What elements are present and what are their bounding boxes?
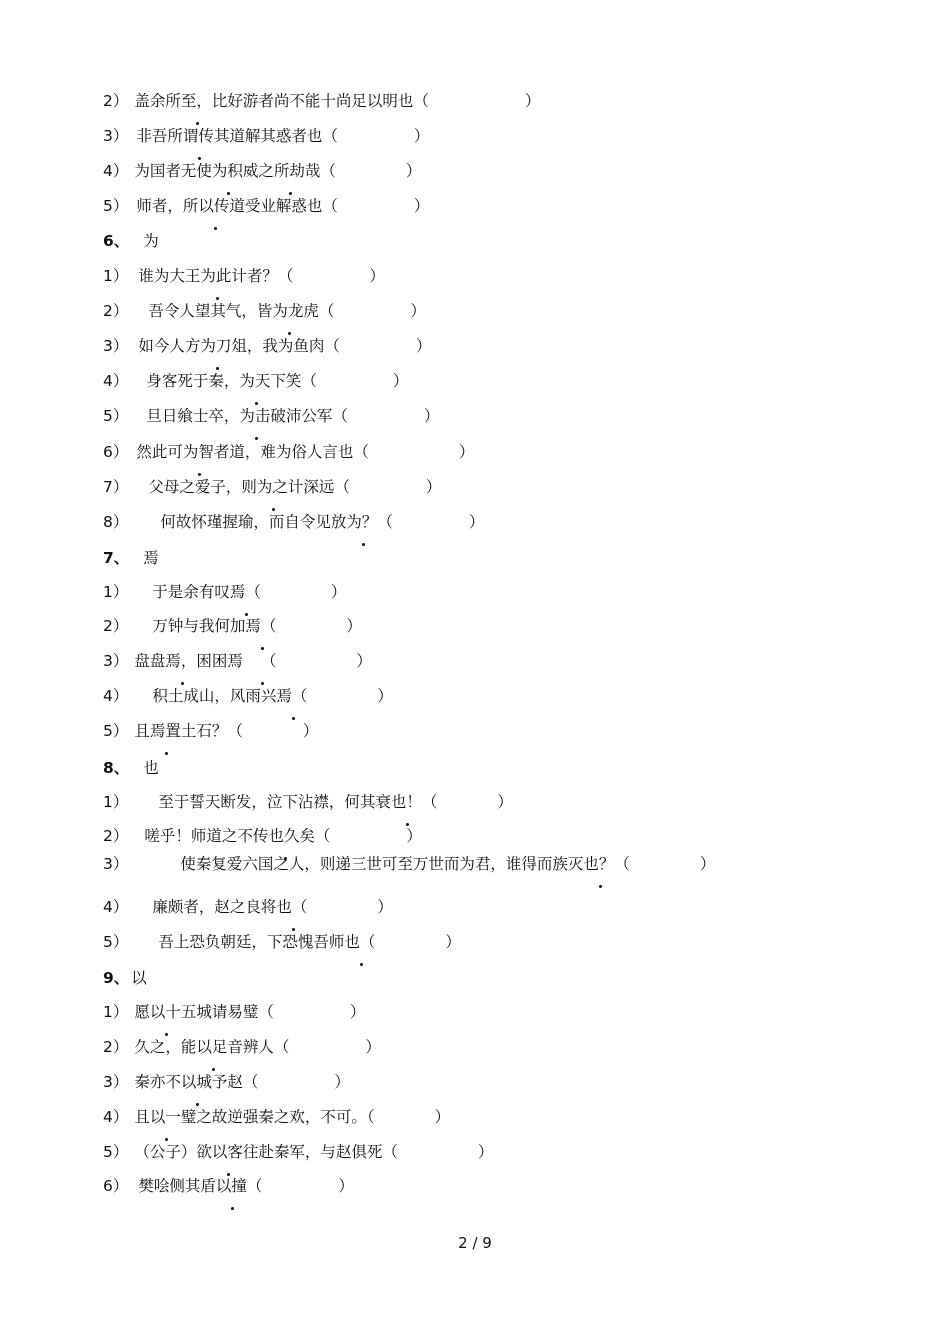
line-text-segment: ？（ <box>598 855 630 873</box>
line-text-segment: 身客死于秦，为 <box>146 372 255 390</box>
line-text-segment: 万钟与我何加焉 <box>152 617 261 635</box>
item-number: 1） <box>103 583 129 601</box>
exercise-line <box>103 790 513 814</box>
line-text-segment: （ <box>260 617 277 635</box>
line-text-segment: ） <box>415 337 432 355</box>
line-text-segment: 使秦复爱六国之人，则递三世可至万世而为君，谁得而族灭也 <box>180 855 599 873</box>
line-text-segment: 城予赵（ <box>196 1073 259 1091</box>
item-number: 2） <box>103 1038 129 1056</box>
exercise-line <box>103 1070 350 1094</box>
line-text-segment: 击破沛公军（ <box>254 407 348 425</box>
page-number: 2 / 9 <box>458 1234 492 1252</box>
line-text-segment: 如今人方为 <box>138 337 216 355</box>
line-text-segment: （公子）欲以 <box>134 1143 228 1161</box>
item-number: 5） <box>103 197 129 215</box>
line-text-segment: 廉颇者，赵之良将也 <box>152 898 292 916</box>
section-heading <box>103 756 159 780</box>
line-text-segment: 客往赴秦军，与赵俱死（ <box>227 1143 398 1161</box>
line-text-segment: ） <box>377 898 393 916</box>
line-text-segment: 至于誓天断发，泣下沾襟，何其衰也 <box>158 793 407 811</box>
exercise-line <box>103 614 362 638</box>
line-text-segment: ） <box>497 793 513 811</box>
exercise-line <box>103 580 346 604</box>
exercise-line <box>103 264 385 288</box>
line-text-segment: 久之，能以 <box>134 1038 212 1056</box>
line-text-segment: ） <box>413 127 430 145</box>
exercise-line <box>103 89 540 113</box>
line-text-segment: 置土石？（ <box>165 722 243 740</box>
line-text-segment: 吾上恐负朝廷，下恐愧吾师也 <box>158 933 360 951</box>
line-text-segment: 旦日飨士卒，为 <box>146 407 255 425</box>
line-text-segment: ） <box>477 1143 494 1161</box>
line-text-segment: ） <box>425 478 442 496</box>
exercise-line <box>103 1174 354 1198</box>
line-text-segment: （ <box>291 898 308 916</box>
item-number: 3） <box>103 652 129 670</box>
item-number: 1） <box>103 793 129 811</box>
item-number: 5） <box>103 1143 129 1161</box>
line-text-segment: 以 <box>131 969 147 987</box>
item-number: 1） <box>103 1003 129 1021</box>
line-text-segment: 非吾所谓 <box>136 127 199 145</box>
exercise-line <box>103 895 393 919</box>
item-number: 2） <box>103 617 129 635</box>
line-text-segment: ！（ <box>406 793 438 811</box>
item-number: 5） <box>103 722 129 740</box>
exercise-line <box>103 440 474 464</box>
exercise-line <box>103 852 715 876</box>
exercise-line <box>103 649 372 673</box>
line-text-segment: 父母之爱子，则为 <box>148 478 273 496</box>
line-text-segment: 久矣（ <box>283 827 331 845</box>
line-text-segment: 劫哉（ <box>289 162 336 180</box>
line-text-segment: 于是余有叹焉 <box>152 583 246 601</box>
line-text-segment: ） <box>365 1038 381 1056</box>
line-text-segment: 且焉 <box>134 722 166 740</box>
exercise-line <box>103 334 431 358</box>
line-text-segment: 也 <box>143 759 159 777</box>
line-text-segment: ） <box>423 407 440 425</box>
item-number: 2） <box>103 92 129 110</box>
line-text-segment: 十五城请易璧（ <box>165 1003 274 1021</box>
line-text-segment: 谁为大王为 <box>138 267 216 285</box>
line-text-segment: ） <box>524 92 541 110</box>
line-text-segment: 积威之所 <box>227 162 290 180</box>
exercise-line <box>103 930 461 954</box>
line-text-segment: ） <box>334 1073 350 1091</box>
line-text-segment: 吾令人望其气，皆为 <box>148 302 288 320</box>
line-text-segment: ） <box>356 652 372 670</box>
exercise-line <box>103 1105 450 1129</box>
line-text-segment: ，比好游者尚不能十尚足以明也（ <box>196 92 429 110</box>
line-text-segment: 此计者？（ <box>215 267 294 285</box>
line-text-segment: ） <box>410 302 426 320</box>
item-number: 3） <box>103 855 129 873</box>
exercise-line <box>103 159 421 183</box>
line-text-segment: 足音辨人（ <box>211 1038 290 1056</box>
line-text-segment: 何故怀瑾握瑜，而自令见放为 <box>160 513 362 531</box>
line-text-segment: ） <box>346 617 362 635</box>
item-number: 4） <box>103 162 129 180</box>
item-number: 4） <box>103 372 129 390</box>
exercise-line <box>103 719 318 743</box>
line-text-segment: 撞（ <box>231 1177 263 1195</box>
line-text-segment: ） <box>405 162 422 180</box>
line-text-segment: 智者道，难为俗人言也（ <box>198 443 369 461</box>
line-text-segment: ？（ <box>361 513 393 531</box>
item-number: 5） <box>103 933 129 951</box>
item-number: 9、 <box>103 969 130 987</box>
exercise-line <box>103 824 422 848</box>
line-text-segment: ） <box>434 1108 451 1126</box>
line-text-segment: 传道受业解惑也（ <box>213 197 338 215</box>
exercise-line <box>103 684 393 708</box>
line-text-segment: 龙虎（ <box>287 302 335 320</box>
section-heading <box>103 546 159 570</box>
item-number: 6） <box>103 1177 129 1195</box>
line-text-segment: （ <box>260 652 277 670</box>
line-text-segment: 愿以 <box>134 1003 166 1021</box>
line-text-segment: 嗟乎！师道之不传也 <box>144 827 284 845</box>
section-heading <box>103 229 159 253</box>
exercise-line <box>103 1140 493 1164</box>
line-text-segment: ） <box>338 1177 354 1195</box>
item-number: 3） <box>103 337 129 355</box>
line-text-segment: 为国者无使为 <box>134 162 228 180</box>
item-number: 4） <box>103 1108 129 1126</box>
line-text-segment: ） <box>377 687 393 705</box>
item-number: 6、 <box>103 232 130 250</box>
exercise-line <box>103 1000 365 1024</box>
line-text-segment: 之计深远（ <box>272 478 350 496</box>
item-number: 4） <box>103 898 129 916</box>
exercise-line <box>103 1035 381 1059</box>
line-text-segment: （ <box>359 933 376 951</box>
line-text-segment: 盖余所至 <box>134 92 197 110</box>
exercise-line <box>103 124 429 148</box>
line-text-segment: ） <box>445 933 461 951</box>
line-text-segment: ） <box>458 443 475 461</box>
line-text-segment: ） <box>302 722 319 740</box>
item-number: 7） <box>103 478 129 496</box>
item-number: 8、 <box>103 759 130 777</box>
line-text-segment: 为 <box>143 232 159 250</box>
line-text-segment: ） <box>406 827 422 845</box>
line-text-segment: 一璧之故逆强秦之欢，不可。（ <box>165 1108 375 1126</box>
line-text-segment: 师者，所以 <box>136 197 214 215</box>
line-text-segment: ） <box>369 267 385 285</box>
item-number: 2） <box>103 827 129 845</box>
item-number: 6） <box>103 443 129 461</box>
item-number: 5） <box>103 407 129 425</box>
item-number: 3） <box>103 1073 129 1091</box>
exercise-line <box>103 475 441 499</box>
line-text-segment: 盘盘焉 <box>134 652 181 670</box>
line-text-segment: ） <box>392 372 409 390</box>
line-text-segment: ） <box>330 583 347 601</box>
line-text-segment: 然此可为 <box>136 443 199 461</box>
line-text-segment: ） <box>349 1003 366 1021</box>
exercise-line <box>103 194 429 218</box>
item-number: 2） <box>103 302 129 320</box>
item-number: 3） <box>103 127 129 145</box>
item-number: 7、 <box>103 549 130 567</box>
exercise-line <box>103 404 439 428</box>
line-text-segment: ） <box>413 197 430 215</box>
item-number: 1） <box>103 267 129 285</box>
exercise-line <box>103 369 408 393</box>
exercise-line <box>103 510 484 534</box>
line-text-segment: 焉 <box>143 549 159 567</box>
line-text-segment: 秦亦不以 <box>134 1073 197 1091</box>
line-text-segment: ） <box>468 513 485 531</box>
item-number: 4） <box>103 687 129 705</box>
exercise-line <box>103 299 426 323</box>
line-text-segment: ，困困焉 <box>180 652 243 670</box>
line-text-segment: 传其道解其惑者也（ <box>198 127 338 145</box>
item-number: 8） <box>103 513 129 531</box>
line-text-segment: ） <box>699 855 716 873</box>
line-text-segment: 天下笑（ <box>254 372 317 390</box>
line-text-segment: 且以 <box>134 1108 166 1126</box>
line-text-segment: 刀俎，我为鱼肉（ <box>215 337 340 355</box>
line-text-segment: （ <box>245 583 261 601</box>
section-heading <box>103 966 147 990</box>
line-text-segment: 樊哙侧其盾以 <box>138 1177 232 1195</box>
line-text-segment: 积土成山，风雨兴焉 <box>152 687 292 705</box>
line-text-segment: （ <box>291 687 308 705</box>
